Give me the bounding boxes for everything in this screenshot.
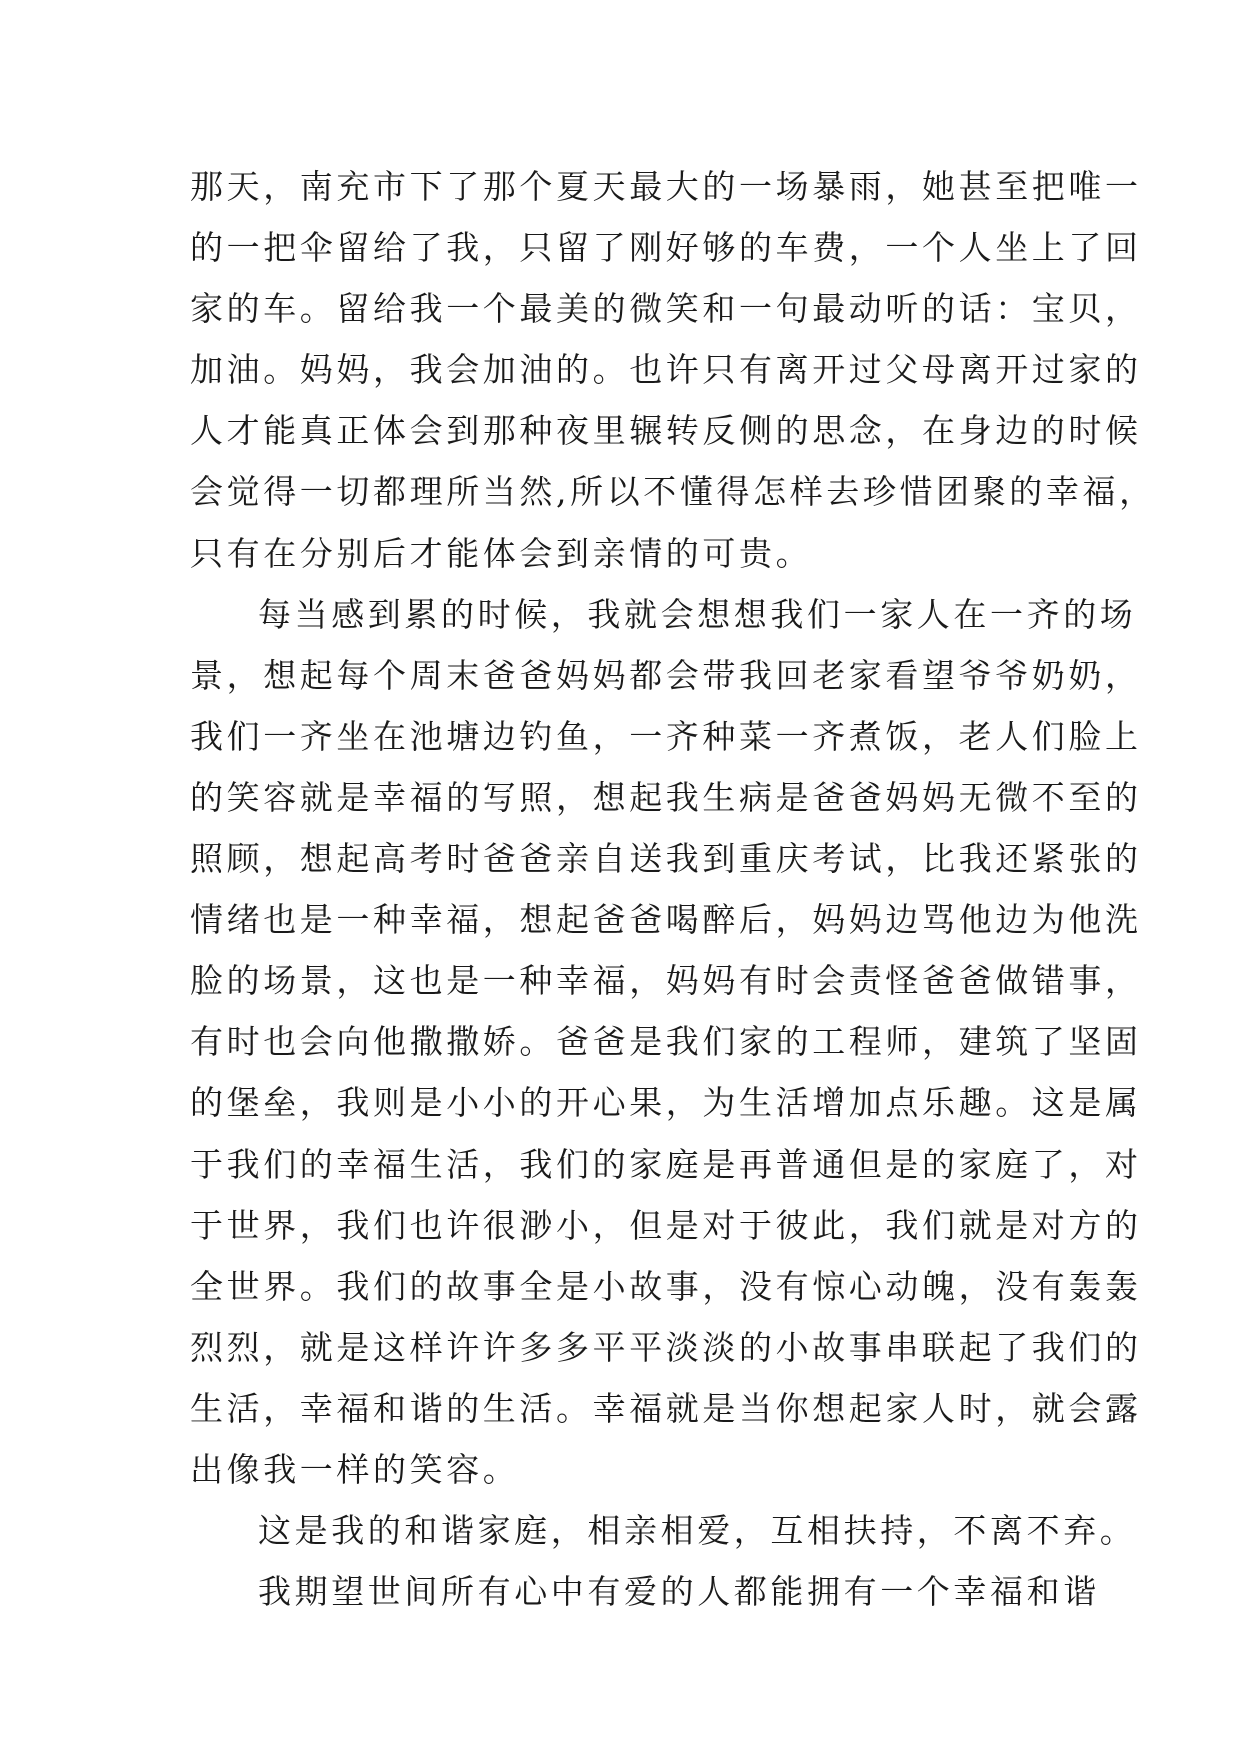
text-line: 于世界，我们也许很渺小，但是对于彼此，我们就是对方的: [190, 1205, 1142, 1245]
text-line: 脸的场景，这也是一种幸福，妈妈有时会责怪爸爸做错事，: [190, 961, 1142, 1001]
text-line: 的笑容就是幸福的写照，想起我生病是爸爸妈妈无微不至的: [190, 777, 1142, 817]
text-line: 加油。妈妈，我会加油的。也许只有离开过父母离开过家的: [190, 350, 1142, 390]
text-line: 这是我的和谐家庭，相亲相爱，互相扶持，不离不弃。: [258, 1511, 1137, 1551]
text-line: 我期望世间所有心中有爱的人都能拥有一个幸福和谐: [258, 1572, 1100, 1612]
text-line: 全世界。我们的故事全是小故事，没有惊心动魄，没有轰轰: [190, 1266, 1142, 1306]
text-line: 景，想起每个周末爸爸妈妈都会带我回老家看望爷爷奶奶，: [190, 655, 1142, 695]
text-line: 人才能真正体会到那种夜里辗转反侧的思念，在身边的时候: [190, 411, 1142, 451]
document-body: [190, 156, 1156, 1622]
text-line: 那天，南充市下了那个夏天最大的一场暴雨，她甚至把唯一: [190, 167, 1142, 206]
text-line: 的一把伞留给了我，只留了刚好够的车费，一个人坐上了回: [190, 228, 1142, 268]
text-line: 的堡垒，我则是小小的开心果，为生活增加点乐趣。这是属: [190, 1083, 1142, 1123]
text-line: 家的车。留给我一个最美的微笑和一句最动听的话：宝贝，: [190, 289, 1142, 329]
text-line: 只有在分别后才能体会到亲情的可贵。: [190, 533, 813, 573]
text-line: 照顾，想起高考时爸爸亲自送我到重庆考试，比我还紧张的: [190, 839, 1142, 879]
text-line: 生活，幸福和谐的生活。幸福就是当你想起家人时，就会露: [190, 1388, 1142, 1428]
text-line: 会觉得一切都理所当然,所以不懂得怎样去珍惜团聚的幸福，: [190, 472, 1156, 512]
text-line: 每当感到累的时候，我就会想想我们一家人在一齐的场: [258, 594, 1137, 634]
text-line: 烈烈，就是这样许许多多平平淡淡的小故事串联起了我们的: [190, 1327, 1142, 1367]
text-line: 有时也会向他撒撒娇。爸爸是我们家的工程师，建筑了坚固: [190, 1022, 1142, 1062]
text-line: 于我们的幸福生活，我们的家庭是再普通但是的家庭了，对: [190, 1144, 1142, 1184]
text-line: 我们一齐坐在池塘边钓鱼，一齐种菜一齐煮饭，老人们脸上: [190, 716, 1142, 756]
text-line: 情绪也是一种幸福，想起爸爸喝醉后，妈妈边骂他边为他洗: [190, 900, 1142, 940]
text-line: 出像我一样的笑容。: [190, 1449, 520, 1489]
